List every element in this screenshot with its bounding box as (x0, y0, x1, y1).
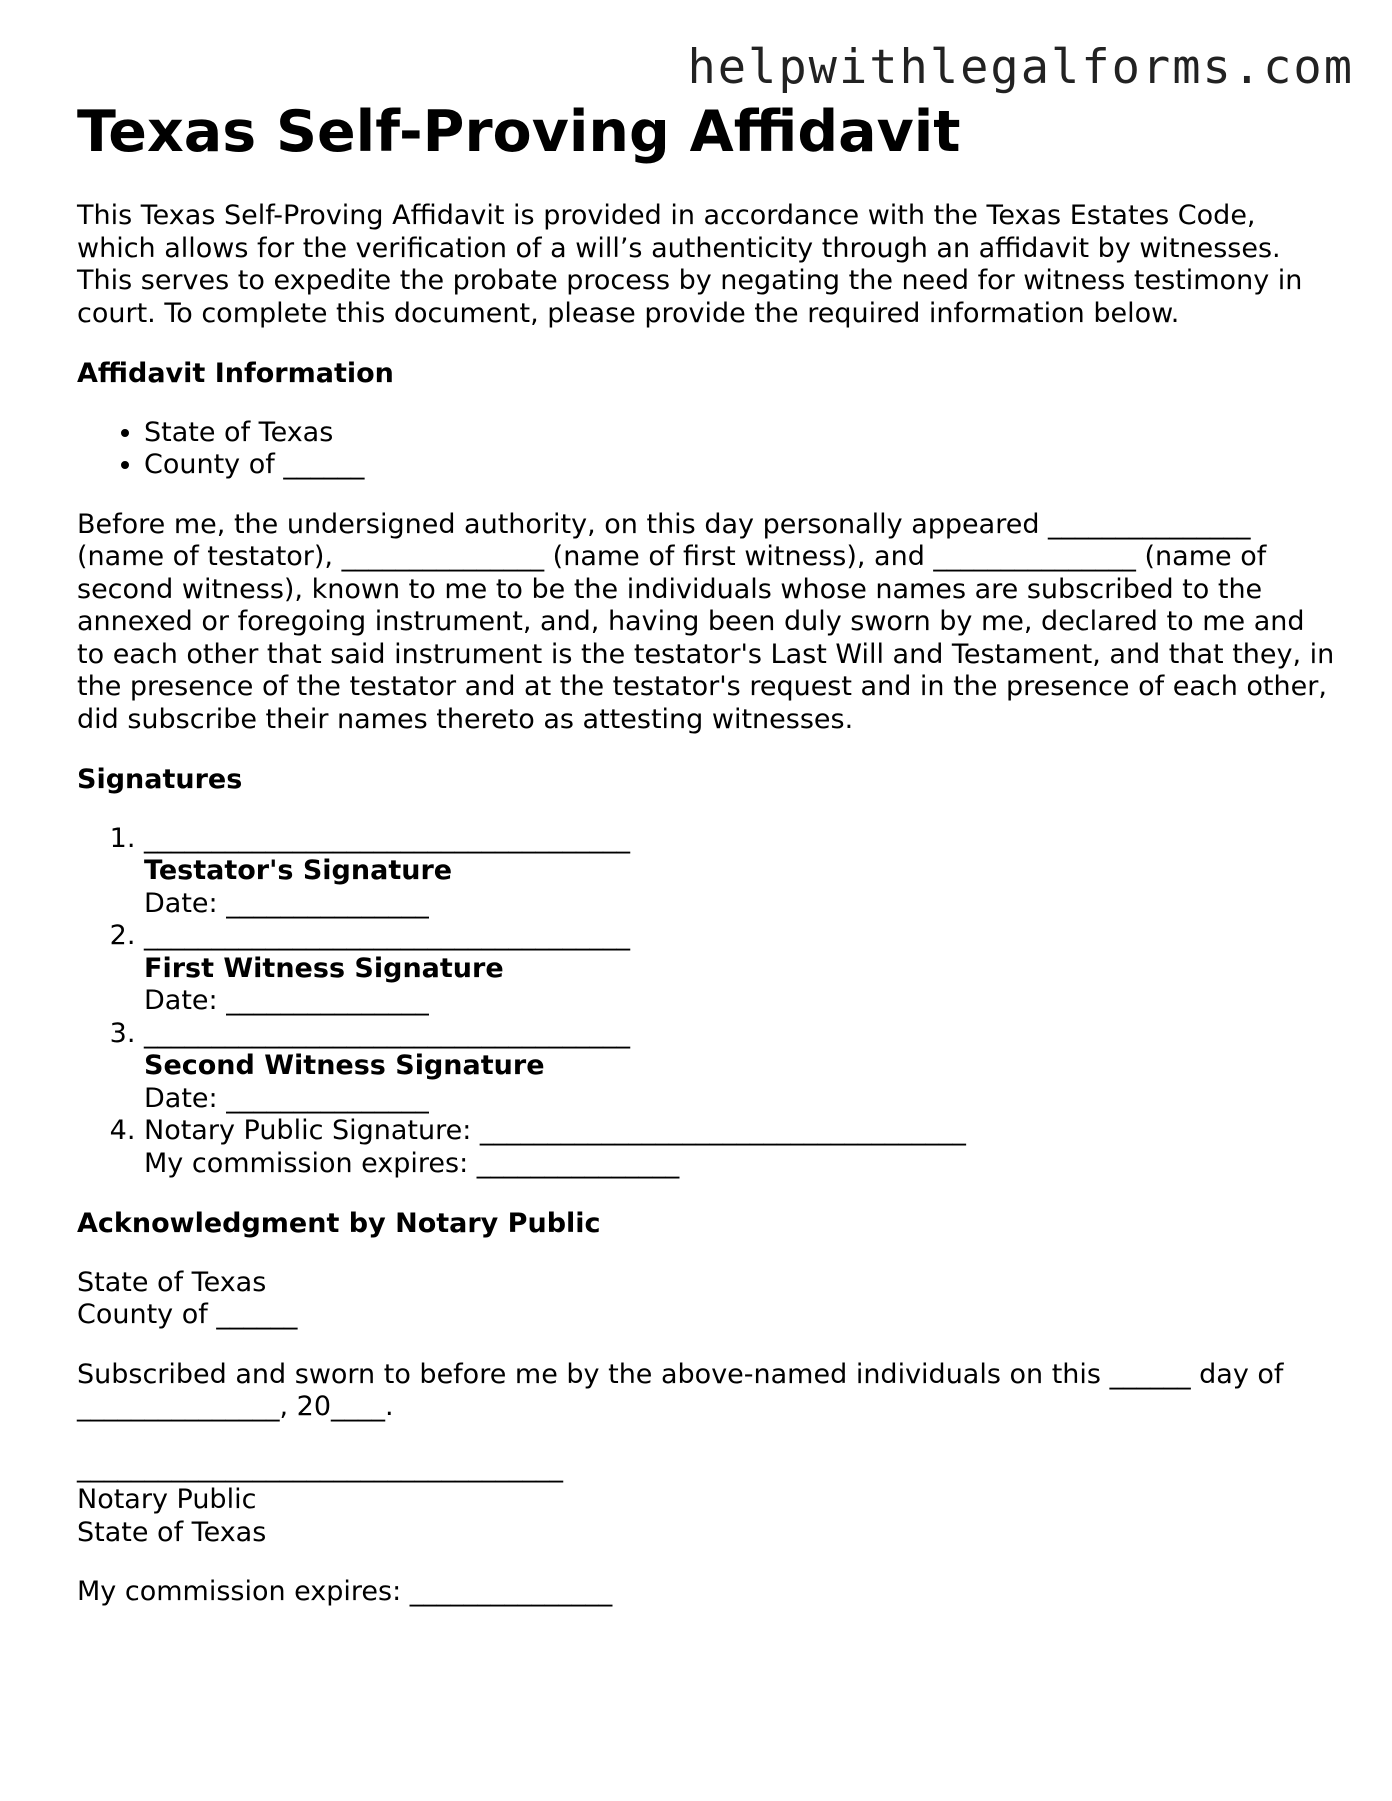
ack-state: State of Texas (77, 1266, 267, 1298)
testator-signature-item (144, 823, 1337, 921)
watermark: helpwithlegalforms.com (687, 40, 1354, 95)
affidavit-info-list (77, 417, 1337, 482)
signature-label: First Witness Signature (144, 952, 504, 984)
signature-label: Second Witness Signature (144, 1050, 545, 1081)
signature-line[interactable]: 2. ____________________________________ (144, 920, 630, 951)
ack-sworn-paragraph: Subscribed and sworn to before me by the above-named individuals on this ______ day of _______________, 20____. (77, 1358, 1284, 1422)
date-field[interactable]: Date: _______________ (144, 887, 429, 919)
document-page (77, 100, 1337, 1609)
affidavit-info-heading: Affidavit Information (77, 358, 394, 389)
signature-line[interactable]: 1. ____________________________________ (144, 822, 630, 854)
document-title: Texas Self-Proving Affidavit (77, 99, 961, 165)
signatures-list (77, 823, 1337, 1181)
signature-line[interactable]: 3. ____________________________________ (144, 1017, 630, 1049)
affidavit-paragraph: Before me, the undersigned authority, on this day personally appeared _______________ (name of testator), _______________ (name of first witness), and _______________ (name of second witness), known to me to be the individuals whose names are subscribed to the annexed or foregoing instrument, and, having been duly sworn by me, declared to me and to each other that said instrument is the testator's Last Will and Testament, and that they, in the presence of the testator and at the testator's request and in the presence of each other, did subscribe their names thereto as attesting witnesses. (77, 508, 1335, 735)
ack-county[interactable]: County of ______ (77, 1299, 298, 1330)
notary-signature-item (144, 1115, 1337, 1180)
second-witness-signature-item (144, 1018, 1337, 1116)
notary-state: State of Texas (77, 1516, 267, 1548)
acknowledgment-heading: Acknowledgment by Notary Public (77, 1208, 601, 1239)
ack-commission-expires[interactable]: My commission expires: _______________ (77, 1576, 613, 1607)
date-field[interactable]: Date: _______________ (144, 985, 429, 1016)
notary-title: Notary Public (77, 1484, 257, 1515)
date-field[interactable]: Date: _______________ (144, 1082, 429, 1114)
signatures-heading: Signatures (77, 764, 243, 795)
notary-signature-line[interactable]: ____________________________________ (77, 1451, 563, 1483)
list-item: • State of Texas (144, 417, 1337, 450)
first-witness-signature-item (144, 920, 1337, 1018)
signature-label: Testator's Signature (144, 855, 453, 886)
notary-signature-line[interactable]: 4. Notary Public Signature: ____________________________________ (144, 1115, 966, 1146)
commission-expires-field[interactable]: My commission expires: _______________ (144, 1147, 680, 1179)
list-item: • County of ______ (144, 449, 1337, 482)
intro-paragraph: This Texas Self-Proving Affidavit is provided in accordance with the Texas Estates Code, which allows for the verification of a will’s authenticity through an affidavit by witnesses. This serves to expedite the probate process by negating the need for witness testimony in court. To complete this document, please provide the required information below. (77, 200, 1303, 329)
